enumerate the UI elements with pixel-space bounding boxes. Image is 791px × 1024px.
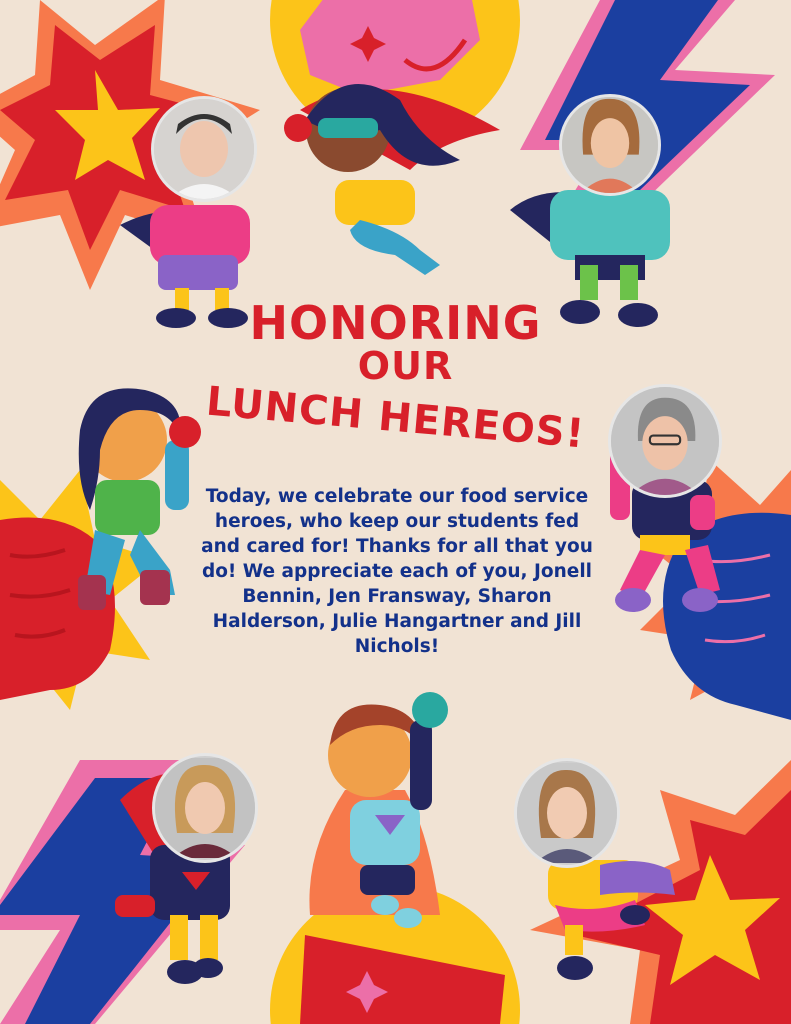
staff-photo [514, 758, 620, 868]
heading-line-3: LUNCH HEREOS! [204, 378, 587, 458]
appreciation-message: Today, we celebrate our food service heroes, who keep our students fed and cared for! Thanks for all that you do! We appreciate each of you, Jonell Bennin, Jen Fransway, Sharon Halderson, Julie Hangartner and Jill Nichols! [201, 486, 593, 657]
heading-line-2: OUR [357, 344, 454, 388]
heading-line-1: HONORING [249, 296, 542, 350]
staff-photo [152, 753, 258, 863]
lightning-top-right [520, 0, 775, 215]
staff-photo [151, 96, 257, 202]
staff-photo [559, 94, 661, 196]
hero-figure-bottom-center [309, 692, 448, 928]
